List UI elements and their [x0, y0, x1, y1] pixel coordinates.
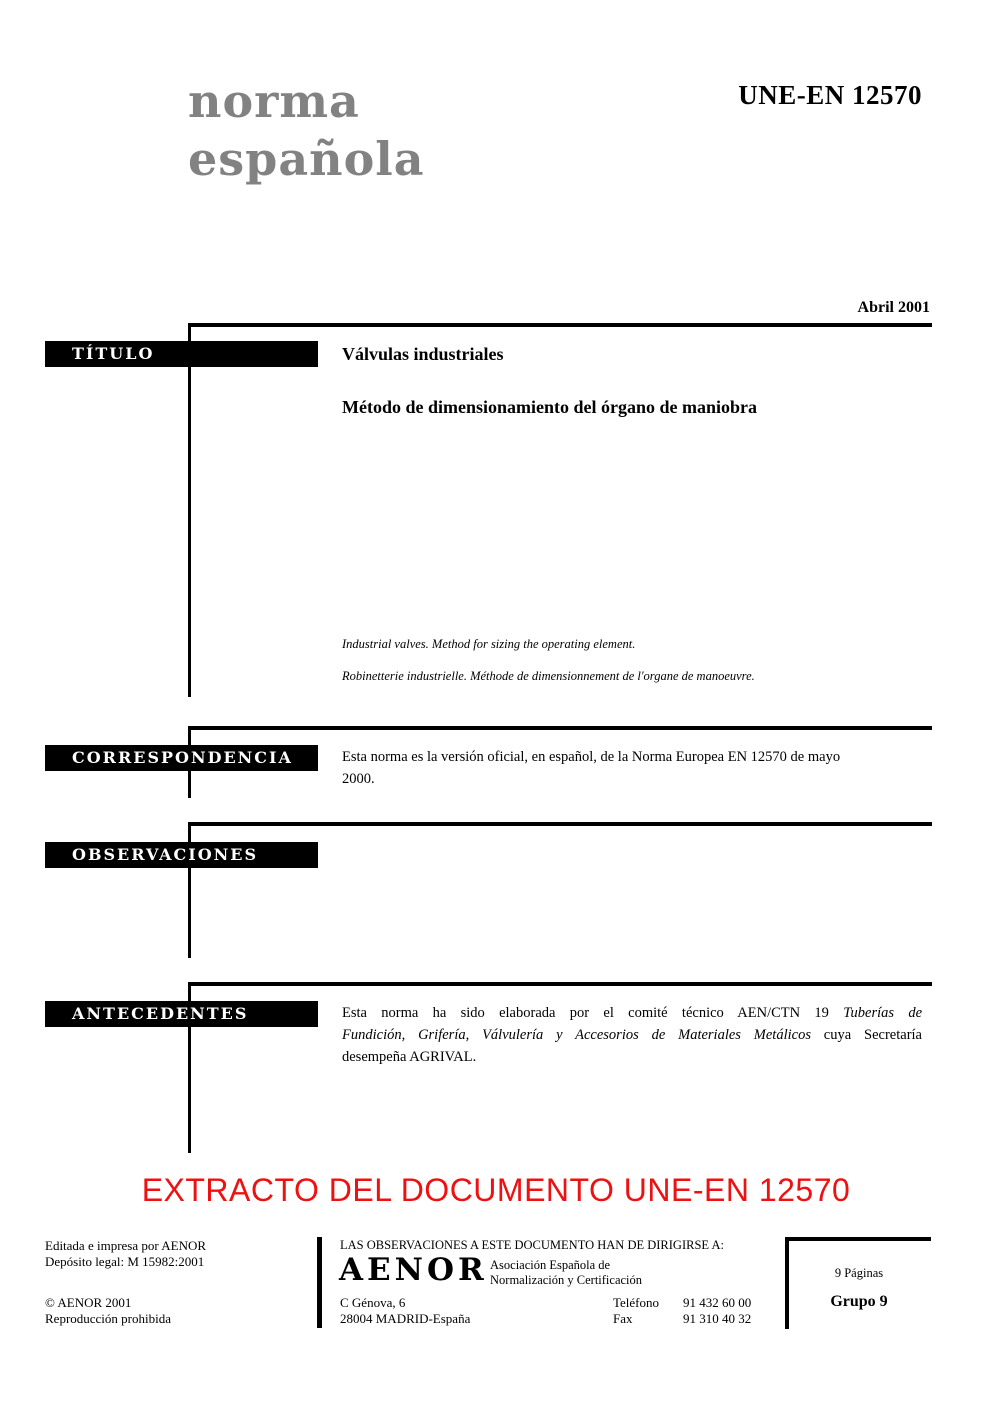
- correspondencia-line-2: 2000.: [342, 771, 375, 787]
- logo-line-2: española: [188, 132, 425, 186]
- extracto-banner: EXTRACTO DEL DOCUMENTO UNE-EN 12570: [141, 1172, 851, 1208]
- fax-label: Fax: [613, 1311, 633, 1326]
- correspondencia-line-1: Esta norma es la versión oficial, en español, de la Norma Europea EN 12570 de mayo: [342, 749, 841, 765]
- logo-line-1: norma: [188, 74, 360, 128]
- aenor-description-line-2: Normalización y Certificación: [490, 1273, 643, 1287]
- antecedentes-line-3: desempeña AGRIVAL.: [342, 1049, 477, 1065]
- footer-contact-labels: [613, 1295, 659, 1327]
- standard-code: UNE-EN 12570: [738, 80, 922, 110]
- correspondencia-text: [342, 746, 922, 790]
- rule-antecedentes: [188, 982, 932, 986]
- footer-copyright-block: [45, 1295, 171, 1327]
- group-box-left-line: [785, 1237, 789, 1329]
- rule-titulo: [188, 323, 932, 327]
- norma-espanola-logo: [188, 72, 425, 188]
- antecedentes-line-1: Esta norma ha sido elaborada por el comité técnico AEN/CTN 19 Tuberías de: [342, 1005, 923, 1021]
- document-title: Válvulas industriales: [342, 344, 504, 364]
- antecedentes-label-bar: ANTECEDENTES: [45, 1001, 318, 1027]
- rule-correspondencia: [188, 726, 932, 730]
- footer-left-block: [45, 1238, 206, 1270]
- observaciones-label-bar: OBSERVACIONES: [45, 842, 318, 868]
- title-english: Industrial valves. Method for sizing the operating element.: [342, 637, 636, 651]
- footer-publisher: Editada e impresa por AENOR: [45, 1238, 207, 1253]
- page-count: 9 Páginas: [834, 1266, 884, 1280]
- issue-date: Abril 2001: [857, 299, 930, 316]
- titulo-label-bar: TÍTULO: [45, 341, 318, 367]
- address-line-2: 28004 MADRID-España: [340, 1311, 471, 1326]
- footer-contact-values: [683, 1295, 751, 1327]
- footer-reproduction: Reproducción prohibida: [45, 1311, 171, 1326]
- phone-label: Teléfono: [613, 1295, 660, 1310]
- footer-deposito: Depósito legal: M 15982:2001: [45, 1254, 205, 1269]
- address-line-1: C Génova, 6: [340, 1295, 406, 1310]
- divider-titulo: [188, 323, 191, 697]
- phone-number: 91 432 60 00: [683, 1295, 752, 1310]
- footer-divider: [317, 1237, 322, 1328]
- footer-address: [340, 1295, 470, 1327]
- group-box-top-line: [785, 1237, 931, 1241]
- group-number: Grupo 9: [830, 1293, 888, 1310]
- aenor-description: [490, 1258, 642, 1288]
- footer-notice: LAS OBSERVACIONES A ESTE DOCUMENTO HAN DE DIRIGIRSE A:: [340, 1238, 724, 1252]
- fax-number: 91 310 40 32: [683, 1311, 752, 1326]
- antecedentes-text: [342, 1002, 922, 1068]
- aenor-logo: AENOR: [339, 1252, 488, 1288]
- rule-observaciones: [188, 822, 932, 826]
- aenor-description-line-1: Asociación Española de: [490, 1258, 611, 1272]
- title-french: Robinetterie industrielle. Méthode de dimensionnement de l'organe de manoeuvre.: [342, 669, 755, 683]
- correspondencia-label-bar: CORRESPONDENCIA: [45, 745, 318, 771]
- footer-copyright: © AENOR 2001: [45, 1295, 132, 1310]
- antecedentes-line-2: Fundición, Grifería, Válvulería y Accesorios de Materiales Metálicos cuya Secretaría: [342, 1027, 922, 1043]
- document-subtitle: Método de dimensionamiento del órgano de maniobra: [342, 397, 758, 417]
